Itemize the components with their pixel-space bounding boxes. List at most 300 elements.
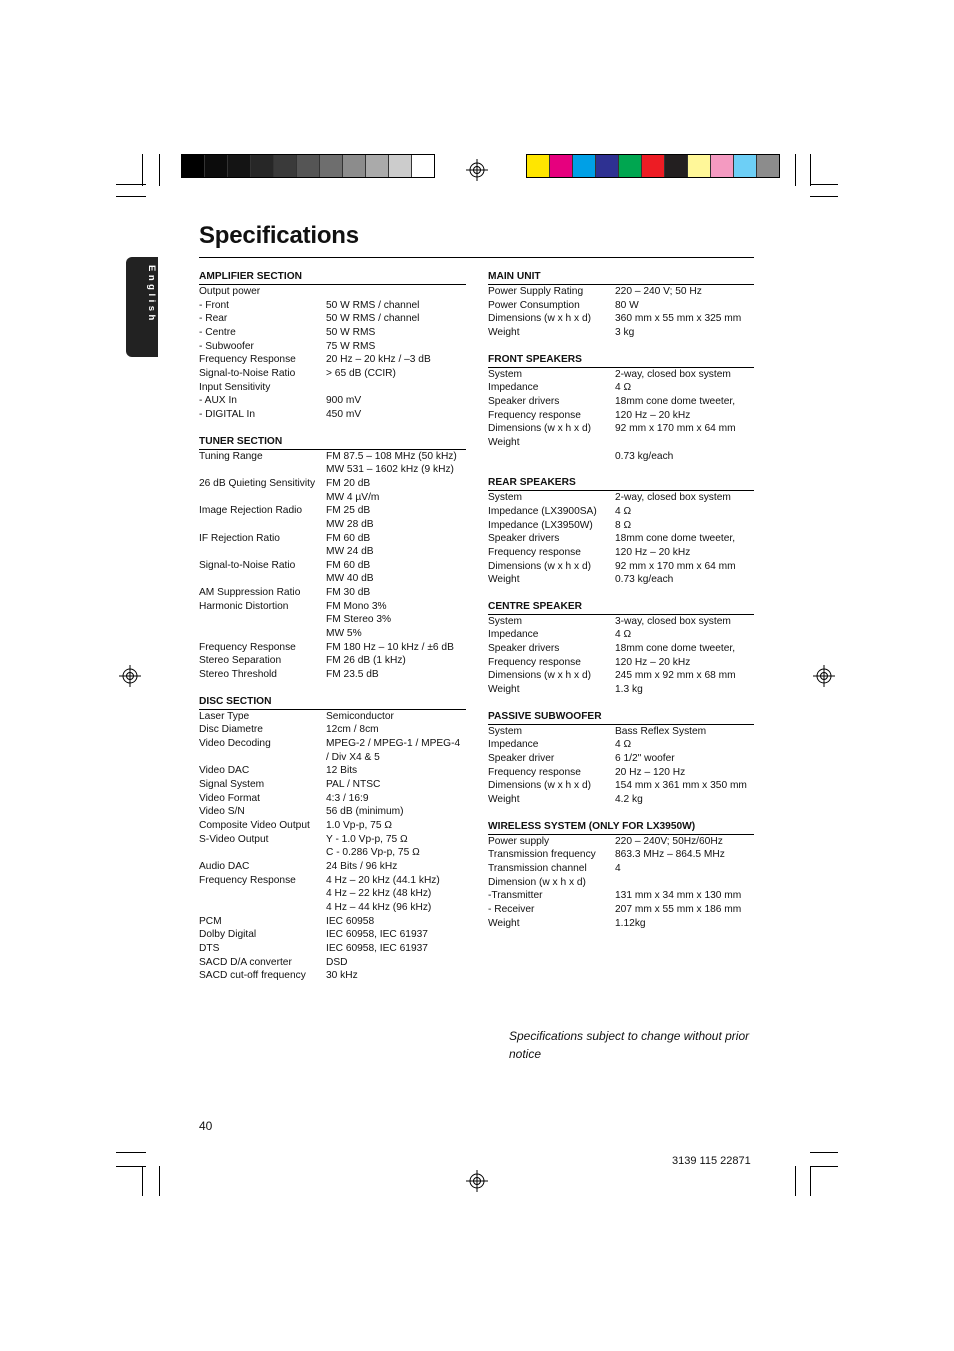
spec-value: FM 60 dB xyxy=(326,559,371,571)
spec-label: S-Video Output xyxy=(199,833,269,845)
spec-label: Dimensions (w x h x d) xyxy=(488,670,592,682)
grayscale-calibration-bar xyxy=(181,154,435,178)
spec-value xyxy=(615,876,754,890)
spec-row xyxy=(199,586,466,600)
spec-section xyxy=(488,600,754,697)
spec-value: FM 87.5 – 108 MHz (50 kHz) xyxy=(326,450,457,462)
spec-value: 450 mV xyxy=(326,408,362,420)
spec-value: FM 25 dB xyxy=(326,505,371,517)
spec-row xyxy=(199,627,466,641)
section-heading: PASSIVE SUBWOOFER xyxy=(488,710,754,725)
page-title: Specifications xyxy=(199,222,359,249)
color-swatch xyxy=(619,155,642,177)
spec-value: FM Stereo 3% xyxy=(326,614,392,626)
document-code: 3139 115 22871 xyxy=(672,1155,751,1167)
spec-row xyxy=(488,505,754,519)
spec-row xyxy=(199,408,466,422)
crop-mark xyxy=(810,1166,838,1167)
spec-row xyxy=(488,738,754,752)
spec-value: 4 Ω xyxy=(615,739,632,751)
spec-label: Dimensions (w x h x d) xyxy=(488,313,592,325)
spec-label: Frequency Response xyxy=(199,354,296,366)
spec-label: Video DAC xyxy=(199,765,250,777)
spec-label: Speaker drivers xyxy=(488,395,560,407)
section-heading: DISC SECTION xyxy=(199,695,466,710)
spec-row xyxy=(199,463,466,477)
spec-row xyxy=(199,901,466,915)
color-swatch xyxy=(205,155,228,177)
spec-value: 4 Hz – 20 kHz (44.1 kHz) xyxy=(326,874,440,886)
spec-row xyxy=(488,766,754,780)
spec-label: Dimensions (w x h x d) xyxy=(488,780,592,792)
spec-label: Harmonic Distortion xyxy=(199,600,289,612)
spec-value: 6 1/2" woofer xyxy=(615,753,675,765)
spec-row xyxy=(199,545,466,559)
crop-mark xyxy=(116,196,146,197)
spec-label: Transmission frequency xyxy=(488,849,596,861)
spec-row xyxy=(488,835,754,849)
spec-label: Impedance xyxy=(488,382,539,394)
spec-row xyxy=(199,641,466,655)
spec-label: SACD D/A converter xyxy=(199,956,292,968)
spec-row xyxy=(488,793,754,807)
spec-row xyxy=(488,491,754,505)
spec-value: 4:3 / 16:9 xyxy=(326,792,369,804)
spec-label: Dolby Digital xyxy=(199,929,257,941)
registration-mark-icon xyxy=(466,159,488,181)
color-swatch xyxy=(688,155,711,177)
color-swatch xyxy=(527,155,550,177)
spec-value: 245 mm x 92 mm x 68 mm xyxy=(615,670,736,682)
spec-label xyxy=(199,887,326,901)
spec-label xyxy=(199,627,326,641)
spec-value: / Div X4 & 5 xyxy=(326,751,380,763)
spec-label: Video S/N xyxy=(199,806,245,818)
crop-mark xyxy=(795,154,796,186)
spec-row xyxy=(199,764,466,778)
spec-label: System xyxy=(488,725,522,737)
spec-value: FM 20 dB xyxy=(326,477,371,489)
spec-value: 50 W RMS / channel xyxy=(326,313,420,325)
spec-value: 220 – 240 V; 50 Hz xyxy=(615,286,702,297)
crop-mark xyxy=(810,154,811,186)
spec-row xyxy=(488,546,754,560)
spec-row xyxy=(199,928,466,942)
spec-row xyxy=(488,560,754,574)
spec-label: 26 dB Quieting Sensitivity xyxy=(199,477,316,489)
spec-label xyxy=(199,613,326,627)
spec-value: 131 mm x 34 mm x 130 mm xyxy=(615,890,742,902)
color-swatch xyxy=(228,155,251,177)
spec-label xyxy=(199,518,326,532)
spec-value: 75 W RMS xyxy=(326,340,376,352)
color-swatch xyxy=(757,155,779,177)
spec-value: 120 Hz – 20 kHz xyxy=(615,656,691,668)
spec-label: Signal System xyxy=(199,779,265,790)
color-swatch xyxy=(711,155,734,177)
color-swatch xyxy=(389,155,412,177)
spec-label: Dimension (w x h x d) xyxy=(488,876,586,888)
spec-row xyxy=(488,395,754,409)
spec-value: IEC 60958, IEC 61937 xyxy=(326,929,428,941)
spec-label: Signal-to-Noise Ratio xyxy=(199,559,296,571)
spec-value: 20 Hz – 20 kHz / –3 dB xyxy=(326,354,431,366)
spec-value: PAL / NTSC xyxy=(326,779,381,790)
crop-mark xyxy=(142,1166,143,1196)
spec-label: IF Rejection Ratio xyxy=(199,532,280,544)
spec-row xyxy=(199,504,466,518)
spec-value: IEC 60958, IEC 61937 xyxy=(326,942,428,954)
spec-row xyxy=(199,723,466,737)
section-heading: TUNER SECTION xyxy=(199,435,466,450)
spec-value: 4 Ω xyxy=(615,505,632,517)
spec-value: Bass Reflex System xyxy=(615,725,707,737)
spec-row xyxy=(488,450,754,464)
color-swatch xyxy=(642,155,665,177)
color-swatch xyxy=(665,155,688,177)
spec-row xyxy=(199,654,466,668)
color-swatch xyxy=(734,155,757,177)
spec-value: FM 26 dB (1 kHz) xyxy=(326,655,406,667)
spec-value: 3-way, closed box system xyxy=(615,615,731,627)
color-swatch xyxy=(182,155,205,177)
spec-label: Frequency response xyxy=(488,546,581,558)
spec-row xyxy=(488,683,754,697)
crop-mark xyxy=(142,154,143,186)
section-heading: FRONT SPEAKERS xyxy=(488,353,754,368)
left-spec-column xyxy=(199,270,466,996)
spec-label: AM Suppression Ratio xyxy=(199,587,301,599)
spec-label: Speaker driver xyxy=(488,753,555,765)
spec-section xyxy=(199,435,466,682)
spec-row xyxy=(488,903,754,917)
spec-label: System xyxy=(488,615,522,627)
title-rule xyxy=(199,257,754,258)
spec-row xyxy=(199,668,466,682)
spec-row xyxy=(199,491,466,505)
crop-mark xyxy=(810,196,838,197)
spec-value: 154 mm x 361 mm x 350 mm xyxy=(615,780,747,792)
spec-label: Input Sensitivity xyxy=(199,381,271,393)
spec-value: 863.3 MHz – 864.5 MHz xyxy=(615,849,725,861)
spec-row xyxy=(488,615,754,629)
spec-label: Power Supply Rating xyxy=(488,286,584,297)
spec-row xyxy=(488,889,754,903)
spec-row xyxy=(199,778,466,792)
spec-label: Video Format xyxy=(199,792,260,804)
spec-row xyxy=(199,518,466,532)
spec-label: Stereo Separation xyxy=(199,655,282,667)
spec-value: 56 dB (minimum) xyxy=(326,806,404,818)
spec-label: Frequency Response xyxy=(199,874,296,886)
spec-row xyxy=(488,669,754,683)
spec-row xyxy=(488,519,754,533)
spec-value: 1.0 Vp-p, 75 Ω xyxy=(326,819,392,831)
spec-label: Weight xyxy=(488,684,520,696)
spec-row xyxy=(488,725,754,739)
spec-section xyxy=(488,820,754,931)
spec-label: Impedance (LX3950W) xyxy=(488,519,593,531)
spec-section xyxy=(199,695,466,983)
spec-row xyxy=(199,394,466,408)
crop-mark xyxy=(795,1166,796,1196)
spec-value: MPEG-2 / MPEG-1 / MPEG-4 xyxy=(326,738,461,750)
spec-label: Impedance (LX3900SA) xyxy=(488,505,597,517)
spec-label xyxy=(199,491,326,505)
spec-row xyxy=(199,600,466,614)
spec-label: System xyxy=(488,492,522,504)
spec-row xyxy=(488,436,754,450)
spec-value xyxy=(326,381,466,395)
spec-label xyxy=(199,901,326,915)
color-swatch xyxy=(366,155,389,177)
spec-label: - Centre xyxy=(199,326,236,338)
spec-row xyxy=(488,917,754,931)
spec-row xyxy=(199,915,466,929)
spec-label: Speaker drivers xyxy=(488,533,560,545)
spec-value: 4 Ω xyxy=(615,629,632,641)
spec-value: 24 Bits / 96 kHz xyxy=(326,860,398,872)
spec-section xyxy=(488,710,754,807)
spec-value: > 65 dB (CCIR) xyxy=(326,367,396,379)
spec-row xyxy=(488,532,754,546)
registration-mark-icon xyxy=(813,665,835,687)
spec-row xyxy=(199,340,466,354)
spec-value: 4 xyxy=(615,863,621,874)
spec-value: 3 kg xyxy=(615,326,635,338)
spec-value: FM 180 Hz – 10 kHz / ±6 dB xyxy=(326,641,454,653)
spec-value: 8 Ω xyxy=(615,519,632,531)
spec-row xyxy=(199,572,466,586)
registration-mark-icon xyxy=(119,665,141,687)
spec-value: 900 mV xyxy=(326,395,362,407)
spec-label: Composite Video Output xyxy=(199,819,310,831)
spec-value: MW 531 – 1602 kHz (9 kHz) xyxy=(326,464,454,476)
spec-row xyxy=(199,792,466,806)
spec-value xyxy=(326,285,466,299)
spec-row xyxy=(199,299,466,313)
spec-value: MW 5% xyxy=(326,628,362,640)
spec-value: FM 30 dB xyxy=(326,587,371,599)
crop-mark xyxy=(810,1166,811,1196)
spec-label xyxy=(199,846,326,860)
right-spec-column xyxy=(488,270,754,943)
spec-label: PCM xyxy=(199,915,222,927)
spec-value: 12 Bits xyxy=(326,765,358,777)
section-heading: REAR SPEAKERS xyxy=(488,476,754,491)
spec-row xyxy=(488,409,754,423)
spec-value: 4 Hz – 22 kHz (48 kHz) xyxy=(326,888,432,900)
spec-row xyxy=(199,326,466,340)
spec-value: FM 60 dB xyxy=(326,532,371,544)
crop-mark xyxy=(159,1166,160,1196)
spec-row xyxy=(488,299,754,313)
spec-label: Weight xyxy=(488,917,520,929)
spec-row xyxy=(488,779,754,793)
spec-value: 4 Hz – 44 kHz (96 kHz) xyxy=(326,901,432,913)
spec-row xyxy=(199,381,466,395)
spec-label: Stereo Threshold xyxy=(199,669,277,681)
color-swatch xyxy=(320,155,343,177)
spec-row xyxy=(199,450,466,464)
spec-value: FM 23.5 dB xyxy=(326,669,379,681)
spec-value: 0.73 kg/each xyxy=(615,450,674,462)
spec-label: - Receiver xyxy=(488,903,535,915)
color-swatch xyxy=(343,155,366,177)
spec-label: Impedance xyxy=(488,629,539,641)
spec-row xyxy=(488,752,754,766)
spec-row xyxy=(488,628,754,642)
spec-value: 2-way, closed box system xyxy=(615,368,731,380)
spec-row xyxy=(199,956,466,970)
spec-label: -Transmitter xyxy=(488,890,543,902)
section-heading: CENTRE SPEAKER xyxy=(488,600,754,615)
spec-row xyxy=(488,848,754,862)
color-swatch xyxy=(297,155,320,177)
spec-value: 50 W RMS / channel xyxy=(326,299,420,311)
spec-row xyxy=(488,876,754,890)
spec-label: Frequency response xyxy=(488,656,581,668)
spec-label: Signal-to-Noise Ratio xyxy=(199,367,296,379)
spec-label: Speaker drivers xyxy=(488,643,560,655)
spec-row xyxy=(199,613,466,627)
crop-mark xyxy=(159,154,160,186)
color-swatch xyxy=(251,155,274,177)
spec-row xyxy=(488,862,754,876)
page-number: 40 xyxy=(199,1119,213,1133)
spec-row xyxy=(488,381,754,395)
spec-label: - Rear xyxy=(199,313,228,325)
color-swatch xyxy=(573,155,596,177)
spec-row xyxy=(488,312,754,326)
spec-section xyxy=(488,270,754,340)
spec-value xyxy=(615,436,754,450)
spec-row xyxy=(199,312,466,326)
spec-row xyxy=(199,532,466,546)
spec-row xyxy=(199,737,466,751)
spec-label: Dimensions (w x h x d) xyxy=(488,560,592,572)
section-heading: WIRELESS SYSTEM (ONLY FOR LX3950W) xyxy=(488,820,754,835)
spec-section xyxy=(488,353,754,464)
spec-section xyxy=(488,476,754,587)
spec-value: 18mm cone dome tweeter, xyxy=(615,643,736,655)
spec-row xyxy=(199,969,466,983)
color-swatch xyxy=(274,155,297,177)
crop-mark xyxy=(116,1152,146,1153)
registration-mark-icon xyxy=(466,1170,488,1192)
spec-label xyxy=(199,751,326,765)
spec-value: 18mm cone dome tweeter, xyxy=(615,533,736,545)
spec-label: Weight xyxy=(488,436,520,448)
spec-row xyxy=(199,833,466,847)
color-swatch xyxy=(412,155,434,177)
section-heading: MAIN UNIT xyxy=(488,270,754,285)
spec-row xyxy=(488,656,754,670)
spec-value: 20 Hz – 120 Hz xyxy=(615,766,686,778)
spec-label: Frequency response xyxy=(488,409,581,421)
spec-value: Semiconductor xyxy=(326,710,394,722)
spec-value: 0.73 kg/each xyxy=(615,574,674,586)
crop-mark xyxy=(810,184,838,185)
spec-label: Tuning Range xyxy=(199,450,263,462)
spec-row xyxy=(199,285,466,299)
spec-row xyxy=(199,367,466,381)
spec-label: Output power xyxy=(199,286,261,297)
spec-label: Audio DAC xyxy=(199,860,250,872)
spec-value: 220 – 240V; 50Hz/60Hz xyxy=(615,835,723,847)
spec-row xyxy=(488,326,754,340)
spec-row xyxy=(199,860,466,874)
spec-value: 4 Ω xyxy=(615,382,632,394)
spec-value: 2-way, closed box system xyxy=(615,492,731,504)
spec-label: Weight xyxy=(488,574,520,586)
spec-row xyxy=(199,942,466,956)
spec-label: - DIGITAL In xyxy=(199,408,256,420)
spec-row xyxy=(199,805,466,819)
spec-row xyxy=(488,368,754,382)
spec-label: Power Consumption xyxy=(488,299,580,311)
spec-label: Transmission channel xyxy=(488,863,587,874)
spec-value: MW 28 dB xyxy=(326,518,374,530)
spec-row xyxy=(199,887,466,901)
spec-row xyxy=(199,559,466,573)
footnote: Specifications subject to change without prior notice xyxy=(509,1029,750,1061)
spec-row xyxy=(199,353,466,367)
spec-label xyxy=(199,572,326,586)
spec-value: MW 40 dB xyxy=(326,573,374,585)
spec-value: 92 mm x 170 mm x 64 mm xyxy=(615,560,736,572)
spec-label xyxy=(488,450,615,464)
language-tab-label: English xyxy=(146,265,157,324)
spec-label: Weight xyxy=(488,326,520,338)
spec-value: 50 W RMS xyxy=(326,326,376,338)
spec-value: 1.3 kg xyxy=(615,684,643,696)
spec-value: 120 Hz – 20 kHz xyxy=(615,409,691,421)
spec-row xyxy=(199,819,466,833)
color-swatch xyxy=(550,155,573,177)
spec-label: Video Decoding xyxy=(199,738,271,750)
spec-label: Weight xyxy=(488,794,520,806)
spec-value: 12cm / 8cm xyxy=(326,724,379,736)
spec-value: 30 kHz xyxy=(326,970,358,982)
spec-label: Frequency response xyxy=(488,766,581,778)
spec-value: Y - 1.0 Vp-p, 75 Ω xyxy=(326,833,408,845)
spec-label: Dimensions (w x h x d) xyxy=(488,423,592,435)
spec-value: MW 24 dB xyxy=(326,546,374,558)
spec-label: - AUX In xyxy=(199,395,237,407)
spec-value: 92 mm x 170 mm x 64 mm xyxy=(615,423,736,435)
spec-value: 207 mm x 55 mm x 186 mm xyxy=(615,903,742,915)
spec-label: DTS xyxy=(199,942,220,954)
spec-label: Disc Diametre xyxy=(199,724,263,736)
spec-label: - Subwoofer xyxy=(199,340,254,352)
spec-value: 360 mm x 55 mm x 325 mm xyxy=(615,313,742,325)
spec-label: SACD cut-off frequency xyxy=(199,970,306,982)
spec-label: Power supply xyxy=(488,835,550,847)
spec-label: Image Rejection Radio xyxy=(199,505,303,517)
spec-label xyxy=(199,545,326,559)
color-swatch xyxy=(596,155,619,177)
spec-value: DSD xyxy=(326,956,348,968)
spec-value: C - 0.286 Vp-p, 75 Ω xyxy=(326,847,420,859)
spec-label xyxy=(199,463,326,477)
spec-row xyxy=(488,285,754,299)
section-heading: AMPLIFIER SECTION xyxy=(199,270,466,285)
spec-value: 18mm cone dome tweeter, xyxy=(615,395,736,407)
spec-row xyxy=(488,573,754,587)
crop-mark xyxy=(810,1152,838,1153)
spec-row xyxy=(199,710,466,724)
